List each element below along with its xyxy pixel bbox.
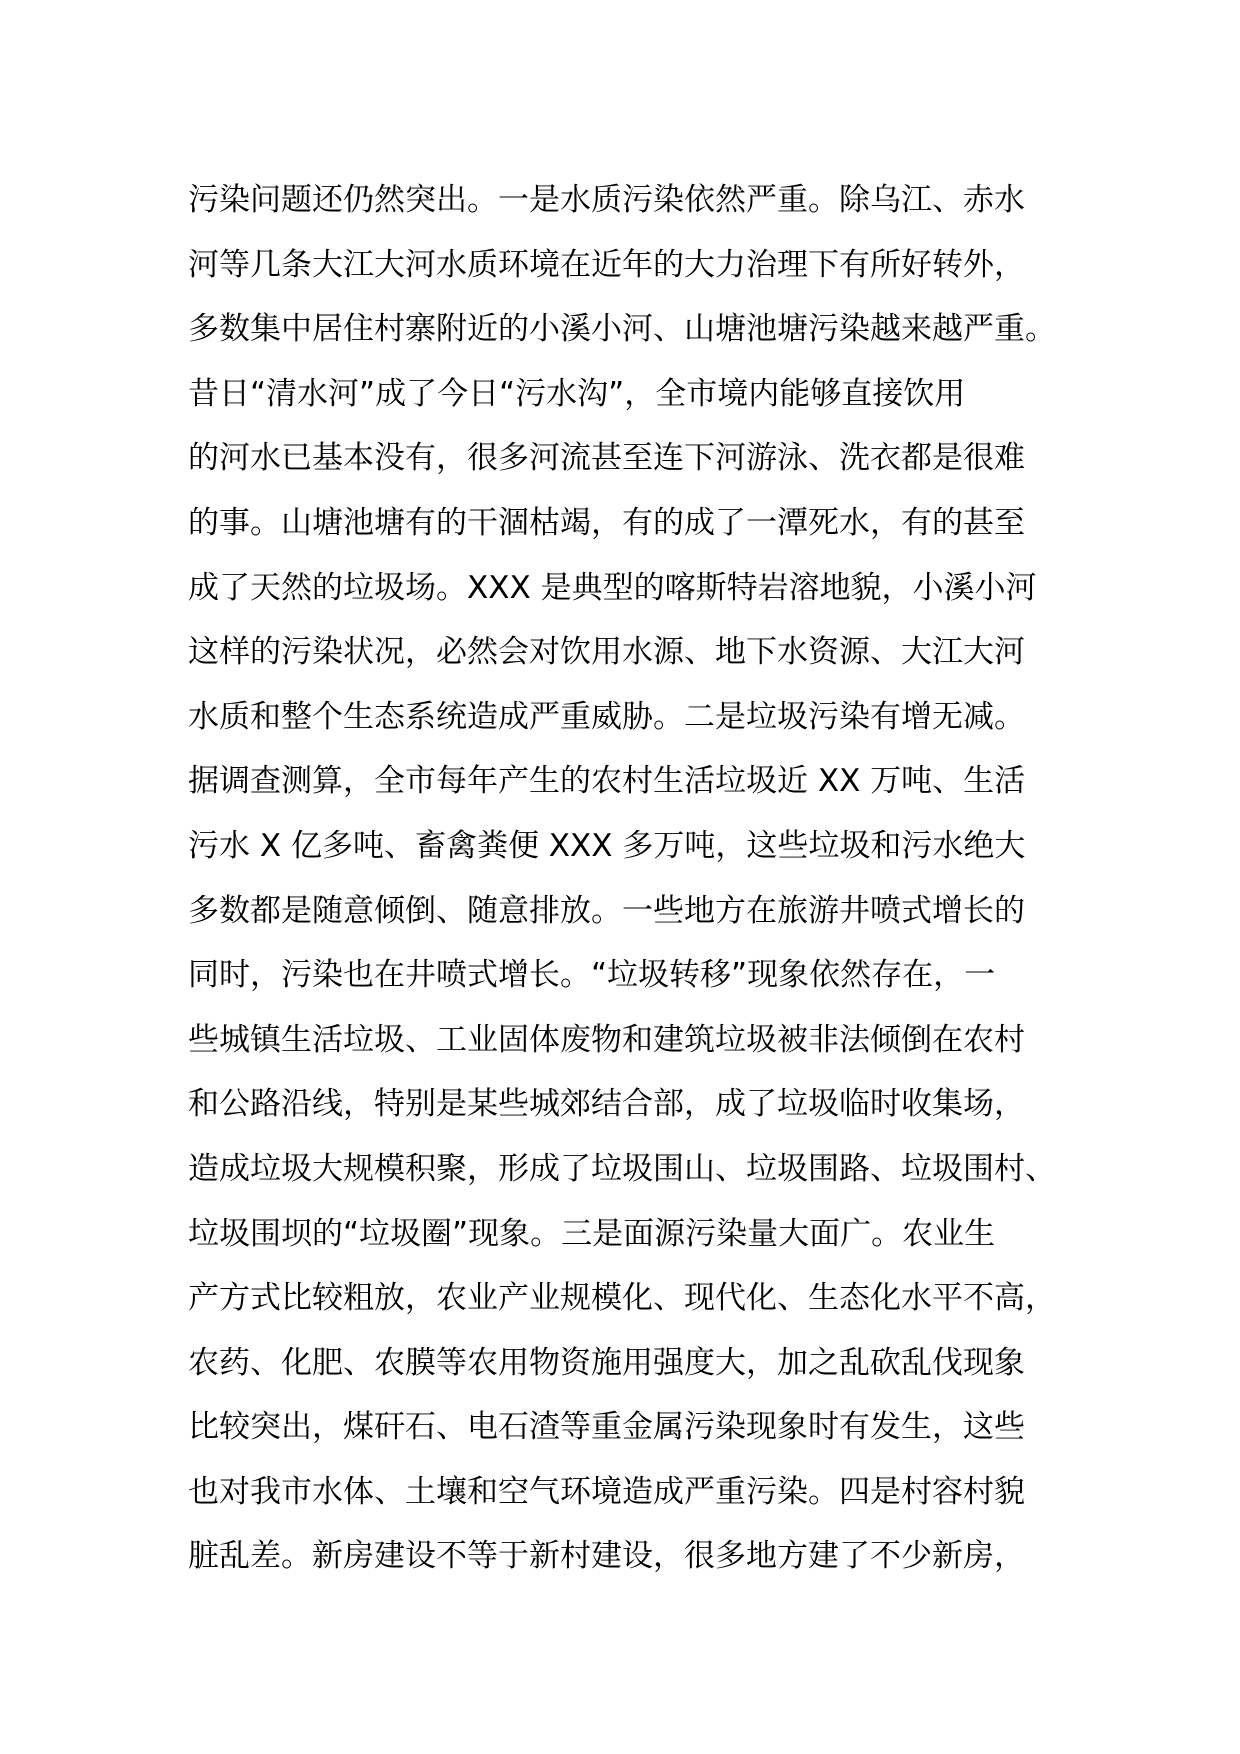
text-line-20: 比较突出，煤矸石、电石渣等重金属污染现象时有发生，这些 xyxy=(188,1409,1025,1446)
text-line-21: 也对我市水体、土壤和空气环境造成严重污染。四是村容村貌 xyxy=(188,1473,1025,1510)
text-line-15: 和公路沿线，特别是某些城郊结合部，成了垃圾临时收集场， xyxy=(188,1086,1025,1123)
text-line-13: 同时，污染也在井喷式增长。“垃圾转移”现象依然存在，一 xyxy=(188,957,996,994)
text-line-10: 据调查测算，全市每年产生的农村生活垃圾近 XX 万吨、生活 xyxy=(188,763,1026,800)
text-line-8: 这样的污染状况，必然会对饮用水源、地下水资源、大江大河 xyxy=(188,634,1025,671)
text-line-11: 污水 X 亿多吨、畜禽粪便 XXX 多万吨，这些垃圾和污水绝大 xyxy=(188,827,1026,864)
body-paragraph xyxy=(188,168,1088,1589)
text-line-5: 的河水已基本没有，很多河流甚至连下河游泳、洗衣都是很难 xyxy=(188,440,1025,477)
text-line-18: 产方式比较粗放，农业产业规模化、现代化、生态化水平不高， xyxy=(188,1280,1056,1317)
text-line-3: 多数集中居住村寨附近的小溪小河、山塘池塘污染越来越严重。 xyxy=(188,311,1056,348)
text-line-7: 成了天然的垃圾场。XXX 是典型的喀斯特岩溶地貌，小溪小河 xyxy=(188,569,1037,606)
text-line-17: 垃圾围坝的“垃圾圈”现象。三是面源污染量大面广。农业生 xyxy=(188,1215,996,1252)
text-line-16: 造成垃圾大规模积聚，形成了垃圾围山、垃圾围路、垃圾围村、 xyxy=(188,1150,1056,1187)
text-line-9: 水质和整个生态系统造成严重威胁。二是垃圾污染有增无减。 xyxy=(188,698,1025,735)
text-line-14: 些城镇生活垃圾、工业固体废物和建筑垃圾被非法倾倒在农村 xyxy=(188,1021,1025,1058)
text-line-12: 多数都是随意倾倒、随意排放。一些地方在旅游井喷式增长的 xyxy=(188,892,1025,929)
text-line-4: 昔日“清水河”成了今日“污水沟”，全市境内能够直接饮用 xyxy=(188,375,966,412)
text-line-6: 的事。山塘池塘有的干涸枯竭，有的成了一潭死水，有的甚至 xyxy=(188,504,1025,541)
text-line-22: 脏乱差。新房建设不等于新村建设，很多地方建了不少新房， xyxy=(188,1538,1025,1575)
text-line-2: 河等几条大江大河水质环境在近年的大力治理下有所好转外， xyxy=(188,246,1025,283)
text-line-1: 污染问题还仍然突出。一是水质污染依然严重。除乌江、赤水 xyxy=(188,182,1025,218)
text-line-19: 农药、化肥、农膜等农用物资施用强度大，加之乱砍乱伐现象 xyxy=(188,1344,1025,1381)
